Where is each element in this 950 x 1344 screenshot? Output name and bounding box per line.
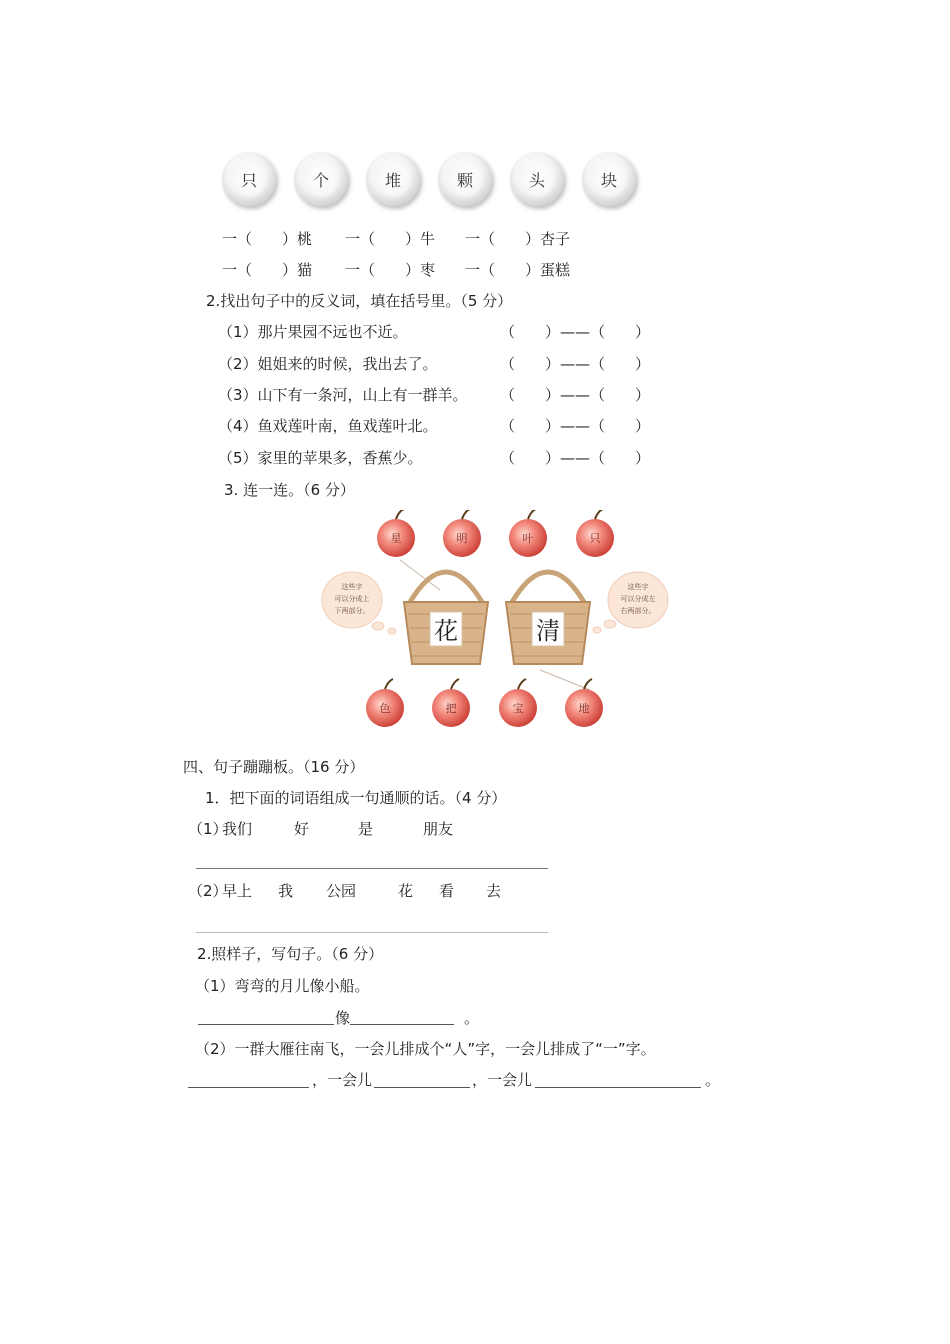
apple[interactable] [565,679,603,727]
thought-bubble-right [593,572,668,633]
word-chip: 花 [398,882,414,900]
word-chip: 是 [358,820,374,838]
antonym-blank[interactable]: （ ）——（ ） [500,323,651,341]
svg-text:可以分成上: 可以分成上 [334,595,370,603]
apple[interactable] [443,510,481,557]
apple[interactable] [499,679,537,727]
apple-char: 色 [379,702,391,715]
example-sentence: （1）弯弯的月儿像小船。 [195,977,370,995]
apple-char: 只 [589,532,601,545]
basket-left[interactable] [404,572,488,664]
word-chip: 公园 [326,882,357,900]
answer-line[interactable] [198,1024,334,1025]
apple[interactable] [377,510,415,557]
measure-blank[interactable]: 一（ ）牛 [345,230,436,248]
apple-char: 明 [456,532,468,545]
connect-illustration [300,510,690,740]
measure-blank[interactable]: 一（ ）枣 [345,261,436,279]
plate [222,152,276,206]
plate [294,152,348,206]
apple-char: 把 [445,702,457,715]
basket-right[interactable] [506,572,590,664]
plate-word: 头 [528,170,545,190]
apple[interactable] [432,679,470,727]
apple[interactable] [366,679,404,727]
svg-text:下两部分。: 下两部分。 [334,607,370,615]
plate-word: 堆 [384,170,401,190]
svg-text:这些字: 这些字 [341,583,363,591]
antonym-blank[interactable]: （ ）——（ ） [500,417,651,435]
measure-blank[interactable]: 一（ ）桃 [222,230,313,248]
connector-word: ，一会儿 [472,1071,533,1089]
plate-word: 颗 [456,170,473,190]
item-number: （1） [188,820,228,838]
word-chip: 去 [486,882,502,900]
example-sentence: （2）一群大雁往南飞，一会儿排成个“人”字，一会儿排成了“一”字。 [195,1040,656,1058]
svg-text:右两部分。: 右两部分。 [620,607,656,615]
section-title: 四、句子蹦蹦板。（16 分） [183,758,365,776]
plate [582,152,636,206]
svg-text:这些字: 这些字 [627,583,649,591]
measure-blank[interactable]: 一（ ）杏子 [465,230,571,248]
connector-word: ，一会儿 [312,1071,373,1089]
answer-line[interactable] [196,932,548,933]
antonym-item: （3）山下有一条河，山上有一群羊。 [218,386,468,404]
plate-word: 只 [240,170,257,190]
word-chip: 早上 [222,882,253,900]
measure-blank[interactable]: 一（ ）猫 [222,261,313,279]
plate [366,152,420,206]
antonym-blank[interactable]: （ ）——（ ） [500,355,651,373]
word-chip: 我 [278,882,294,900]
antonym-item: （4）鱼戏莲叶南，鱼戏莲叶北。 [218,417,438,435]
end-mark: 。 [464,1009,480,1027]
plate-word: 块 [600,170,617,190]
answer-line[interactable] [535,1087,701,1088]
apple[interactable] [576,510,614,557]
answer-line[interactable] [188,1087,309,1088]
antonym-blank[interactable]: （ ）——（ ） [500,449,651,467]
answer-line[interactable] [350,1024,454,1025]
basket-char: 花 [434,617,458,645]
measure-blank[interactable]: 一（ ）蛋糕 [465,261,571,279]
antonym-item: （1）那片果园不远也不近。 [218,323,408,341]
apple-char: 地 [578,702,590,715]
antonym-blank[interactable]: （ ）——（ ） [500,386,651,404]
antonym-title: 2.找出句子中的反义词，填在括号里。（5 分） [206,292,513,310]
basket-char: 清 [536,617,560,645]
answer-line[interactable] [196,868,548,869]
question-title: 2.照样子，写句子。（6 分） [197,945,384,963]
plate-word: 个 [312,170,329,190]
word-chip: 我们 [222,820,253,838]
connector-word: 像 [335,1009,351,1027]
word-chip: 朋友 [423,820,454,838]
word-chip: 看 [439,882,455,900]
plate [438,152,492,206]
thought-bubble-left [322,572,396,634]
question-title: 1．把下面的词语组成一句通顺的话。（4 分） [205,789,507,807]
svg-text:可以分成左: 可以分成左 [620,595,656,603]
apple-char: 叶 [522,532,534,545]
item-number: （2） [188,882,228,900]
end-mark: 。 [705,1071,721,1089]
plate [510,152,564,206]
apple-char: 星 [390,532,402,545]
answer-line[interactable] [374,1087,470,1088]
apple[interactable] [509,510,547,557]
word-chip: 好 [294,820,310,838]
apple-char: 宝 [512,702,524,715]
antonym-item: （5）家里的苹果多，香蕉少。 [218,449,423,467]
connect-title: 3. 连一连。（6 分） [224,481,355,499]
antonym-item: （2）姐姐来的时候，我出去了。 [218,355,438,373]
